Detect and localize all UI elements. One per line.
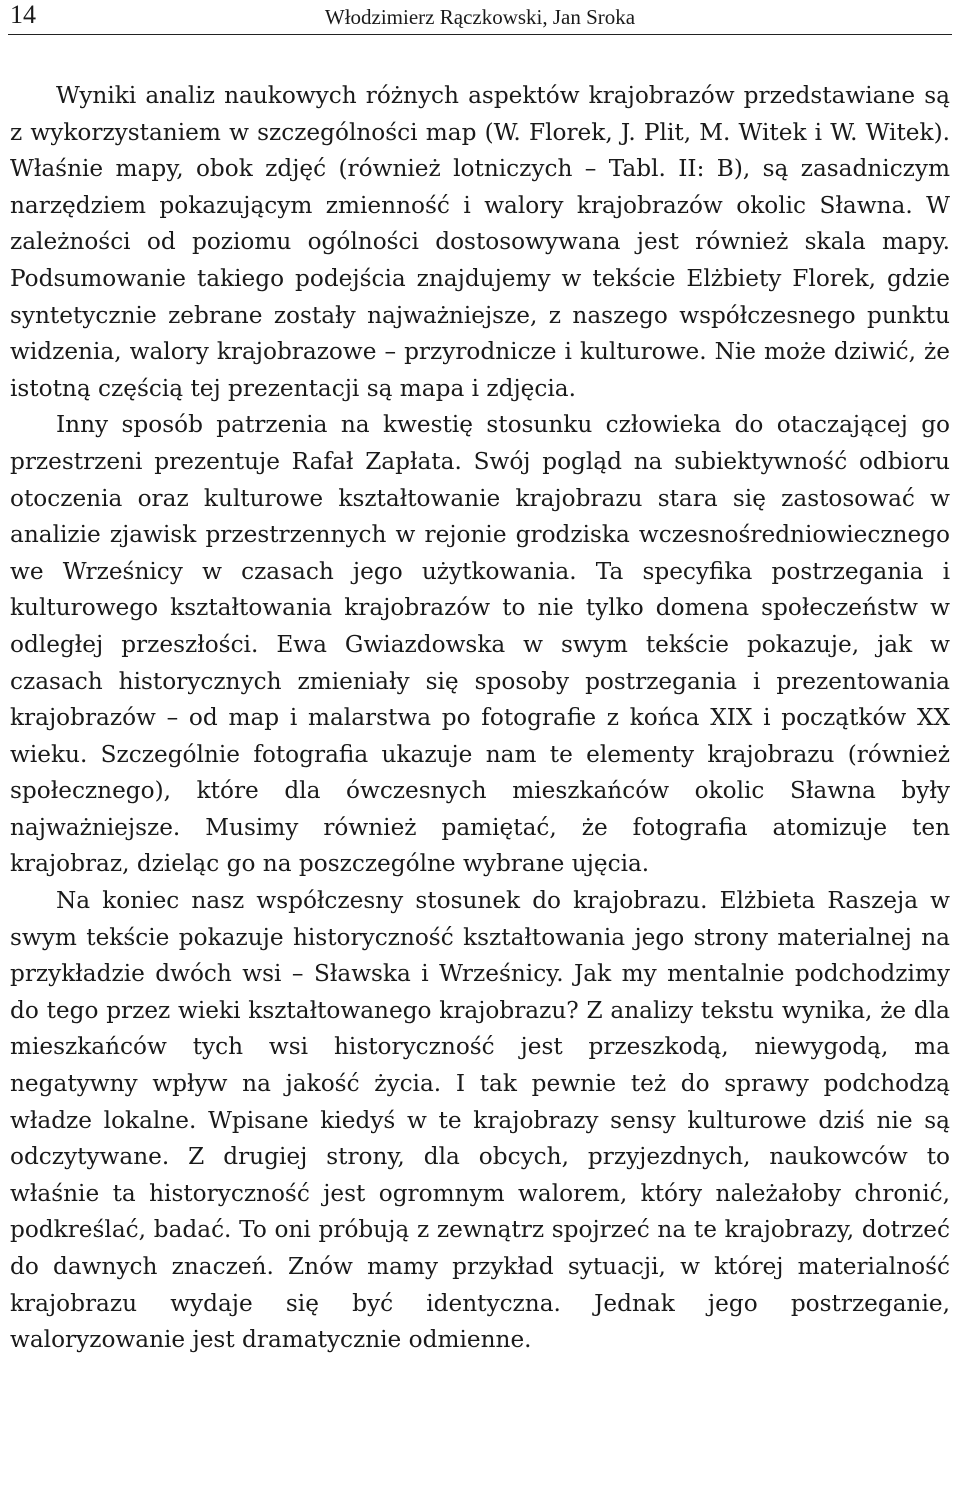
running-head-authors: Włodzimierz Rączkowski, Jan Sroka xyxy=(324,5,636,29)
paragraph-2: Inny sposób patrzenia na kwestię stosunku człowieka do otaczającej go przestrzeni prezentuje Rafał Zapłata. Swój pogląd na subiektywność odbioru otoczenia oraz kulturowe kształtowanie krajobrazu stara się zastosować w analizie zjawisk przestrzennych w rejonie grodziska wczesnośredniowiecznego we Wrześnicy w czasach jego użytkowania. Ta specyfika postrzegania i kulturowego kształtowania krajobrazów to nie tylko domena społeczeństw w odległej przeszłości. Ewa Gwiazdowska w swym tekście pokazuje, jak w czasach historycznych zmieniały się sposoby postrzegania i prezentowania krajobrazów – od map i malarstwa po fotografie z końca XIX i początków XX wieku. Szczególnie fotografia ukazuje nam te elementy krajobrazu (również społecznego), które dla ówczesnych mieszkańców okolic Sławna były najważniejsze. Musimy również pamiętać, że fotografia atomizuje ten krajobraz, dzieląc go na poszczególne wybrane ujęcia. xyxy=(10,411,950,878)
paragraph-3: Na koniec nasz współczesny stosunek do krajobrazu. Elżbieta Raszeja w swym tekście pokazuje historyczność kształtowania jego strony materialnej na przykładzie dwóch wsi – Sławska i Wrześnicy. Jak my mentalnie podchodzimy do tego przez wieki kształtowanego krajobrazu? Z analizy tekstu wynika, że dla mieszkańców tych wsi historyczność jest przeszkodą, niewygodą, ma negatywny wpływ na jakość życia. I tak pewnie też do sprawy podchodzą władze lokalne. Wpisane kiedyś w te krajobrazy sensy kulturowe dziś nie są odczytywane. Z drugiej strony, dla obcych, przyjezdnych, naukowców to właśnie ta historyczność jest ogromnym walorem, który należałoby chronić, podkreślać, badać. To oni próbują z zewnątrz spojrzeć na te krajobrazy, dotrzeć do dawnych znaczeń. Znów mamy przykład sytuacji, w której materialność krajobrazu wydaje się być identyczna. Jednak jego postrzeganie, waloryzowanie jest dramatycznie odmienne. xyxy=(10,887,950,1354)
paragraph-1: Wyniki analiz naukowych różnych aspektów krajobrazów przedstawiane są z wykorzystaniem w szczególności map (W. Florek, J. Plit, M. Witek i W. Witek). Właśnie mapy, obok zdjęć (również lotniczych – Tabl. II: B), są zasadniczym narzędziem pokazującym zmienność i walory krajobrazów okolic Sławna. W zależności od poziomu ogólności dostosowywana jest również skala mapy. Podsumowanie takiego podejścia znajdujemy w tekście Elżbiety Florek, gdzie syntetycznie zebrane zostały najważniejsze, z naszego współczesnego punktu widzenia, walory krajobrazowe – przyrodnicze i kulturowe. Nie może dziwić, że istotną częścią tej prezentacji są mapa i zdjęcia. xyxy=(10,82,950,402)
body-text xyxy=(10,78,950,1359)
page-number: 14 xyxy=(10,0,36,29)
running-head xyxy=(8,0,952,35)
